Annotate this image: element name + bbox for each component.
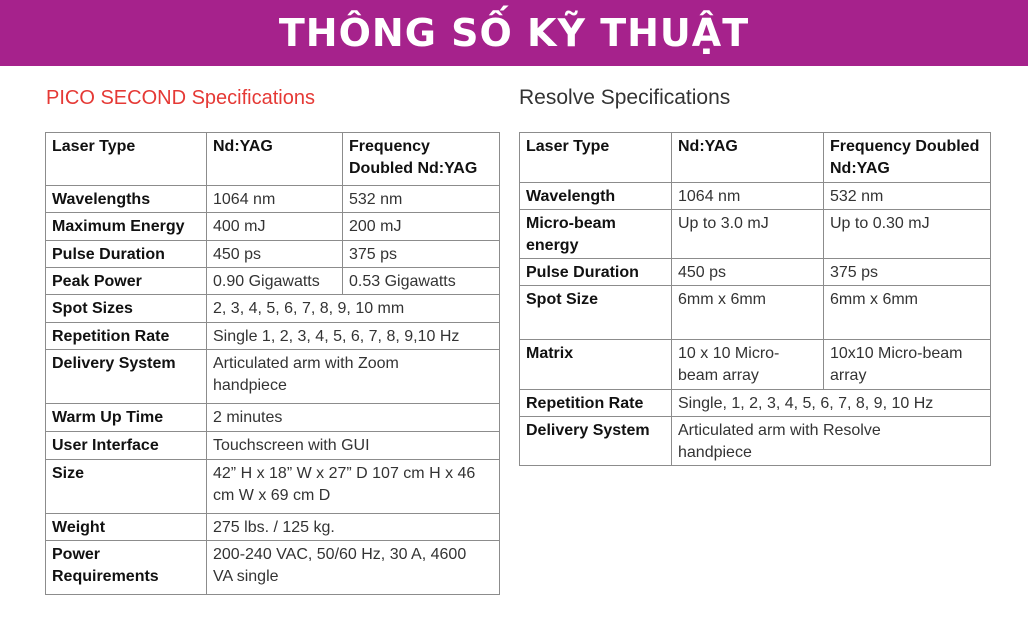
table-row: [520, 417, 991, 466]
spec-value: 2 minutes: [207, 404, 500, 432]
table-row: [46, 432, 500, 460]
table-row: [46, 213, 500, 241]
spec-value: 275 lbs. / 125 kg.: [207, 514, 500, 541]
table-row: [46, 295, 500, 323]
spec-value: Single, 1, 2, 3, 4, 5, 6, 7, 8, 9, 10 Hz: [672, 390, 991, 417]
spec-value: Single 1, 2, 3, 4, 5, 6, 7, 8, 9,10 Hz: [207, 323, 500, 350]
spec-label: Repetition Rate: [520, 390, 672, 417]
spec-value: 10x10 Micro-beam array: [824, 340, 991, 390]
spec-value: 0.90 Gigawatts: [207, 268, 343, 295]
spec-value: 375 ps: [343, 241, 500, 268]
spec-value: 400 mJ: [207, 213, 343, 241]
table-row: [46, 460, 500, 514]
table-row: [520, 210, 991, 259]
header-cell: Laser Type: [520, 133, 672, 183]
spec-value: 200 mJ: [343, 213, 500, 241]
table-header-row: [46, 133, 500, 186]
spec-value: 450 ps: [672, 259, 824, 286]
table-row: [520, 259, 991, 286]
spec-label: Repetition Rate: [46, 323, 207, 350]
spec-value: 450 ps: [207, 241, 343, 268]
table-row: [520, 183, 991, 210]
spec-value: 200-240 VAC, 50/60 Hz, 30 A, 4600 VA single: [207, 541, 500, 595]
table-row: [46, 323, 500, 350]
spec-value: Up to 0.30 mJ: [824, 210, 991, 259]
pico-spec-table: [45, 132, 500, 595]
spec-label: Size: [46, 460, 207, 514]
table-row: [46, 241, 500, 268]
spec-label: Spot Sizes: [46, 295, 207, 323]
table-row: [46, 541, 500, 595]
pico-section-title: PICO SECOND Specifications: [46, 87, 315, 109]
spec-label: Matrix: [520, 340, 672, 390]
spec-value: 0.53 Gigawatts: [343, 268, 500, 295]
table-row: [46, 268, 500, 295]
spec-label: Pulse Duration: [520, 259, 672, 286]
table-header-row: [520, 133, 991, 183]
spec-value: Touchscreen with GUI: [207, 432, 500, 460]
spec-label: Wavelengths: [46, 186, 207, 213]
spec-label: Delivery System: [520, 417, 672, 466]
spec-value: Articulated arm with Zoom handpiece: [207, 350, 500, 404]
header-cell: Frequency Doubled Nd:YAG: [343, 133, 500, 186]
spec-value: 2, 3, 4, 5, 6, 7, 8, 9, 10 mm: [207, 295, 500, 323]
spec-label: User Interface: [46, 432, 207, 460]
spec-label: Maximum Energy: [46, 213, 207, 241]
table-row: [520, 286, 991, 340]
spec-label: Warm Up Time: [46, 404, 207, 432]
header-cell: Nd:YAG: [672, 133, 824, 183]
spec-value: 375 ps: [824, 259, 991, 286]
spec-label: Peak Power: [46, 268, 207, 295]
table-row: [520, 340, 991, 390]
spec-value: 532 nm: [343, 186, 500, 213]
spec-value: Articulated arm with Resolve handpiece: [672, 417, 991, 466]
table-row: [46, 350, 500, 404]
spec-label: Power Requirements: [46, 541, 207, 595]
spec-label: Delivery System: [46, 350, 207, 404]
spec-value: 532 nm: [824, 183, 991, 210]
spec-label: Spot Size: [520, 286, 672, 340]
spec-value: 6mm x 6mm: [824, 286, 991, 340]
header-cell: Frequency Doubled Nd:YAG: [824, 133, 991, 183]
spec-label: Micro-beam energy: [520, 210, 672, 259]
spec-label: Weight: [46, 514, 207, 541]
spec-value: 42” H x 18” W x 27” D 107 cm H x 46 cm W x 69 cm D: [207, 460, 500, 514]
spec-value: 1064 nm: [207, 186, 343, 213]
header-cell: Laser Type: [46, 133, 207, 186]
resolve-section-title: Resolve Specifications: [519, 86, 731, 109]
header-banner: [0, 0, 1028, 66]
spec-value: 6mm x 6mm: [672, 286, 824, 340]
header-cell: Nd:YAG: [207, 133, 343, 186]
spec-label: Pulse Duration: [46, 241, 207, 268]
spec-value: 1064 nm: [672, 183, 824, 210]
spec-value: 10 x 10 Micro-beam array: [672, 340, 824, 390]
spec-value: Up to 3.0 mJ: [672, 210, 824, 259]
spec-label: Wavelength: [520, 183, 672, 210]
table-row: [46, 514, 500, 541]
table-row: [520, 390, 991, 417]
table-row: [46, 404, 500, 432]
table-row: [46, 186, 500, 213]
page-title: THÔNG SỐ KỸ THUẬT: [278, 11, 750, 55]
resolve-spec-table: [519, 132, 991, 466]
